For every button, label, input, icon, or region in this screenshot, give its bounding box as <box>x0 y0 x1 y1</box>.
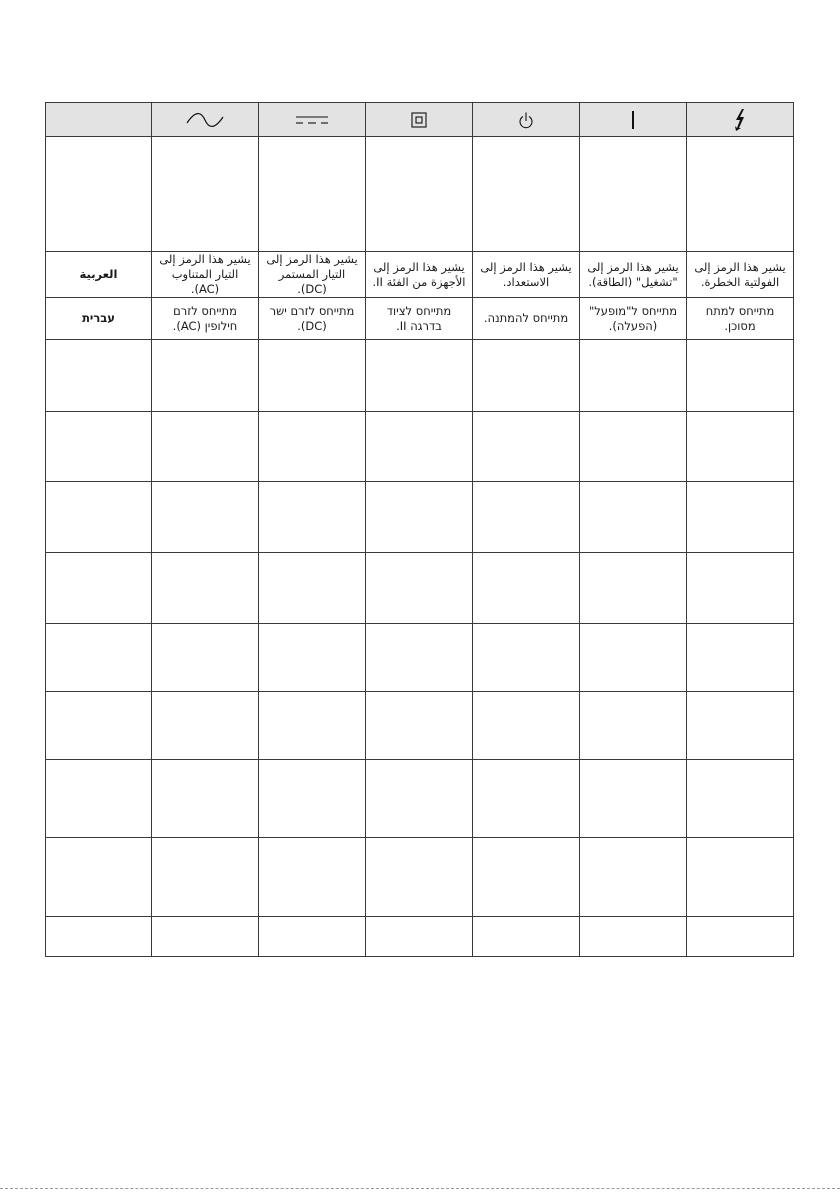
standby-icon <box>473 111 579 129</box>
header-danger <box>687 103 794 137</box>
hebrew-cell-standby: מתייחס להמתנה. <box>473 298 580 340</box>
header-class-ii <box>366 103 473 137</box>
empty-row <box>46 340 794 412</box>
alternating-current-icon <box>152 112 258 128</box>
header-dc <box>259 103 366 137</box>
lightning-bolt-icon <box>687 108 793 132</box>
empty-row <box>46 917 794 957</box>
arabic-cell-danger: يشير هذا الرمز إلى الفولتية الخطرة. <box>687 252 794 298</box>
empty-row <box>46 553 794 624</box>
header-ac <box>152 103 259 137</box>
hebrew-row <box>46 298 794 340</box>
page-bottom-divider <box>0 1188 840 1189</box>
header-standby <box>473 103 580 137</box>
symbol-table <box>45 102 794 957</box>
arabic-cell-standby: يشير هذا الرمز إلى الاستعداد. <box>473 252 580 298</box>
hebrew-cell-on: מתייחס ל"מופעל" (הפעלה). <box>580 298 687 340</box>
empty-row <box>46 137 794 252</box>
power-on-icon <box>580 110 686 130</box>
hebrew-cell-danger: מתייחס למתח מסוכן. <box>687 298 794 340</box>
arabic-cell-on: يشير هذا الرمز إلى "تشغيل" (الطاقة). <box>580 252 687 298</box>
language-label-arabic: العربية <box>46 252 152 298</box>
hebrew-cell-class-ii: מתייחס לציוד בדרגה II. <box>366 298 473 340</box>
arabic-row <box>46 252 794 298</box>
arabic-cell-ac: يشير هذا الرمز إلى التيار المتناوب (AC). <box>152 252 259 298</box>
empty-row <box>46 482 794 553</box>
language-label-hebrew: עברית <box>46 298 152 340</box>
symbol-header-row <box>46 103 794 137</box>
class-ii-equipment-icon <box>366 112 472 128</box>
empty-row <box>46 838 794 917</box>
empty-row <box>46 412 794 482</box>
empty-row <box>46 692 794 760</box>
arabic-cell-dc: يشير هذا الرمز إلى التيار المستمر (DC). <box>259 252 366 298</box>
empty-row <box>46 760 794 838</box>
empty-row <box>46 624 794 692</box>
hebrew-cell-dc: מתייחס לזרם ישר (DC). <box>259 298 366 340</box>
hebrew-cell-ac: מתייחס לזרם חילופין (AC). <box>152 298 259 340</box>
arabic-cell-class-ii: يشير هذا الرمز إلى الأجهزة من الفئة II. <box>366 252 473 298</box>
header-blank-cell <box>46 103 152 137</box>
header-on <box>580 103 687 137</box>
direct-current-icon <box>259 113 365 127</box>
